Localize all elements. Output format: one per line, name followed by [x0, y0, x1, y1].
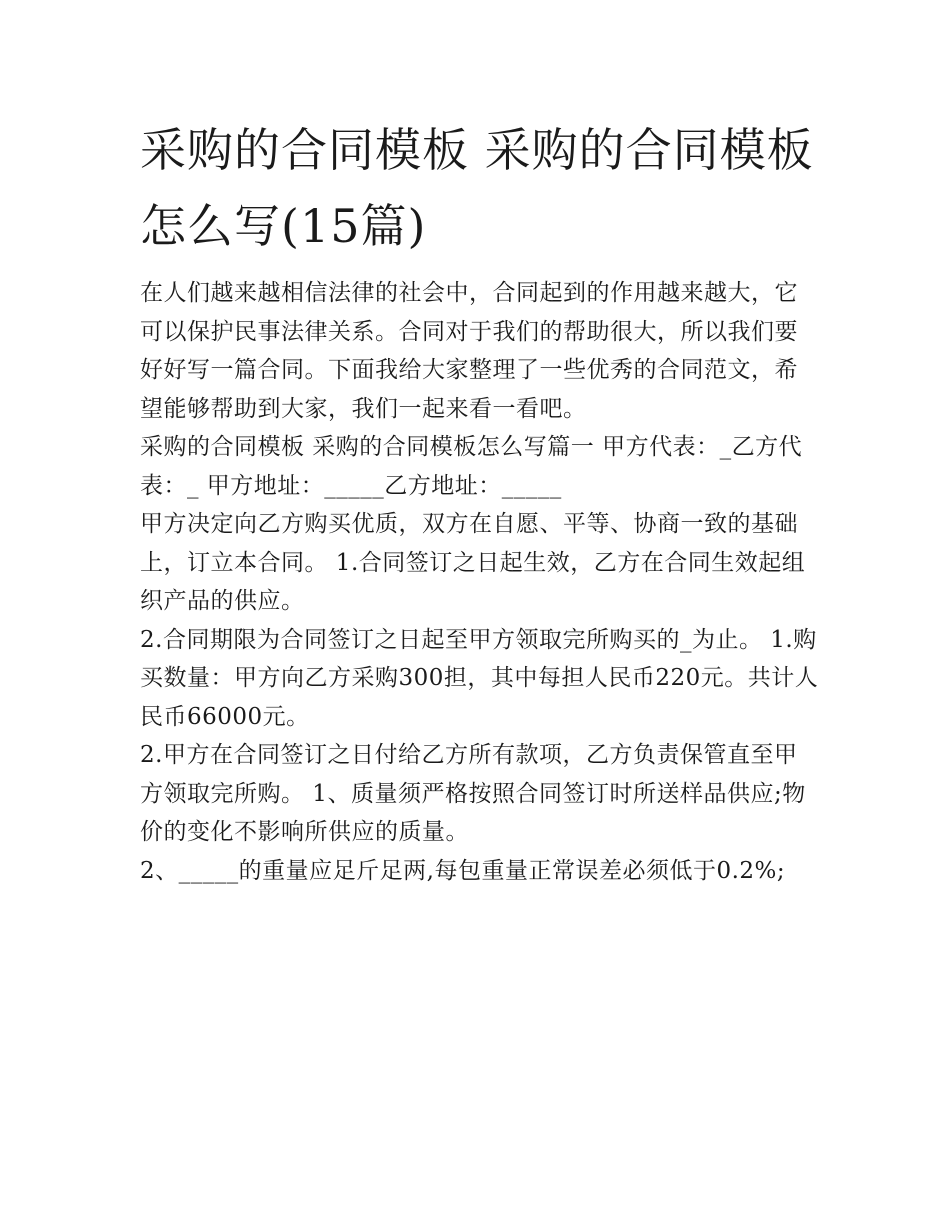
document-page	[140, 112, 820, 890]
paragraph-agreement: 甲方决定向乙方购买优质，双方在自愿、平等、协商一致的基础上，订立本合同。 1.合同签订之日起生效，乙方在合同生效起组织产品的供应。	[140, 511, 806, 614]
paragraph-payment-quality: 2.甲方在合同签订之日付给乙方所有款项，乙方负责保管直至甲方领取完所购。 1、质量须严格按照合同签订时所送样品供应;物价的变化不影响所供应的质量。	[140, 742, 806, 845]
paragraph-weight: 2、_____的重量应足斤足两,每包重量正常误差必须低于0.2%;	[140, 857, 786, 884]
paragraph-intro: 在人们越来越相信法律的社会中，合同起到的作用越来越大，它可以保护民事法律关系。合同对于我们的帮助很大，所以我们要好好写一篇合同。下面我给大家整理了一些优秀的合同范文，希望能够帮助到大家，我们一起来看一看吧。	[140, 280, 798, 422]
document-title: 采购的合同模板 采购的合同模板怎么写(15篇)	[140, 123, 814, 253]
paragraph-term-quantity: 2.合同期限为合同签订之日起至甲方领取完所购买的_为止。 1.购买数量：甲方向乙方采购300担，其中每担人民币220元。共计人民币66000元。	[140, 626, 819, 730]
paragraph-parties: 采购的合同模板 采购的合同模板怎么写篇一 甲方代表：_乙方代表：_ 甲方地址：_____乙方地址：_____	[140, 434, 803, 499]
